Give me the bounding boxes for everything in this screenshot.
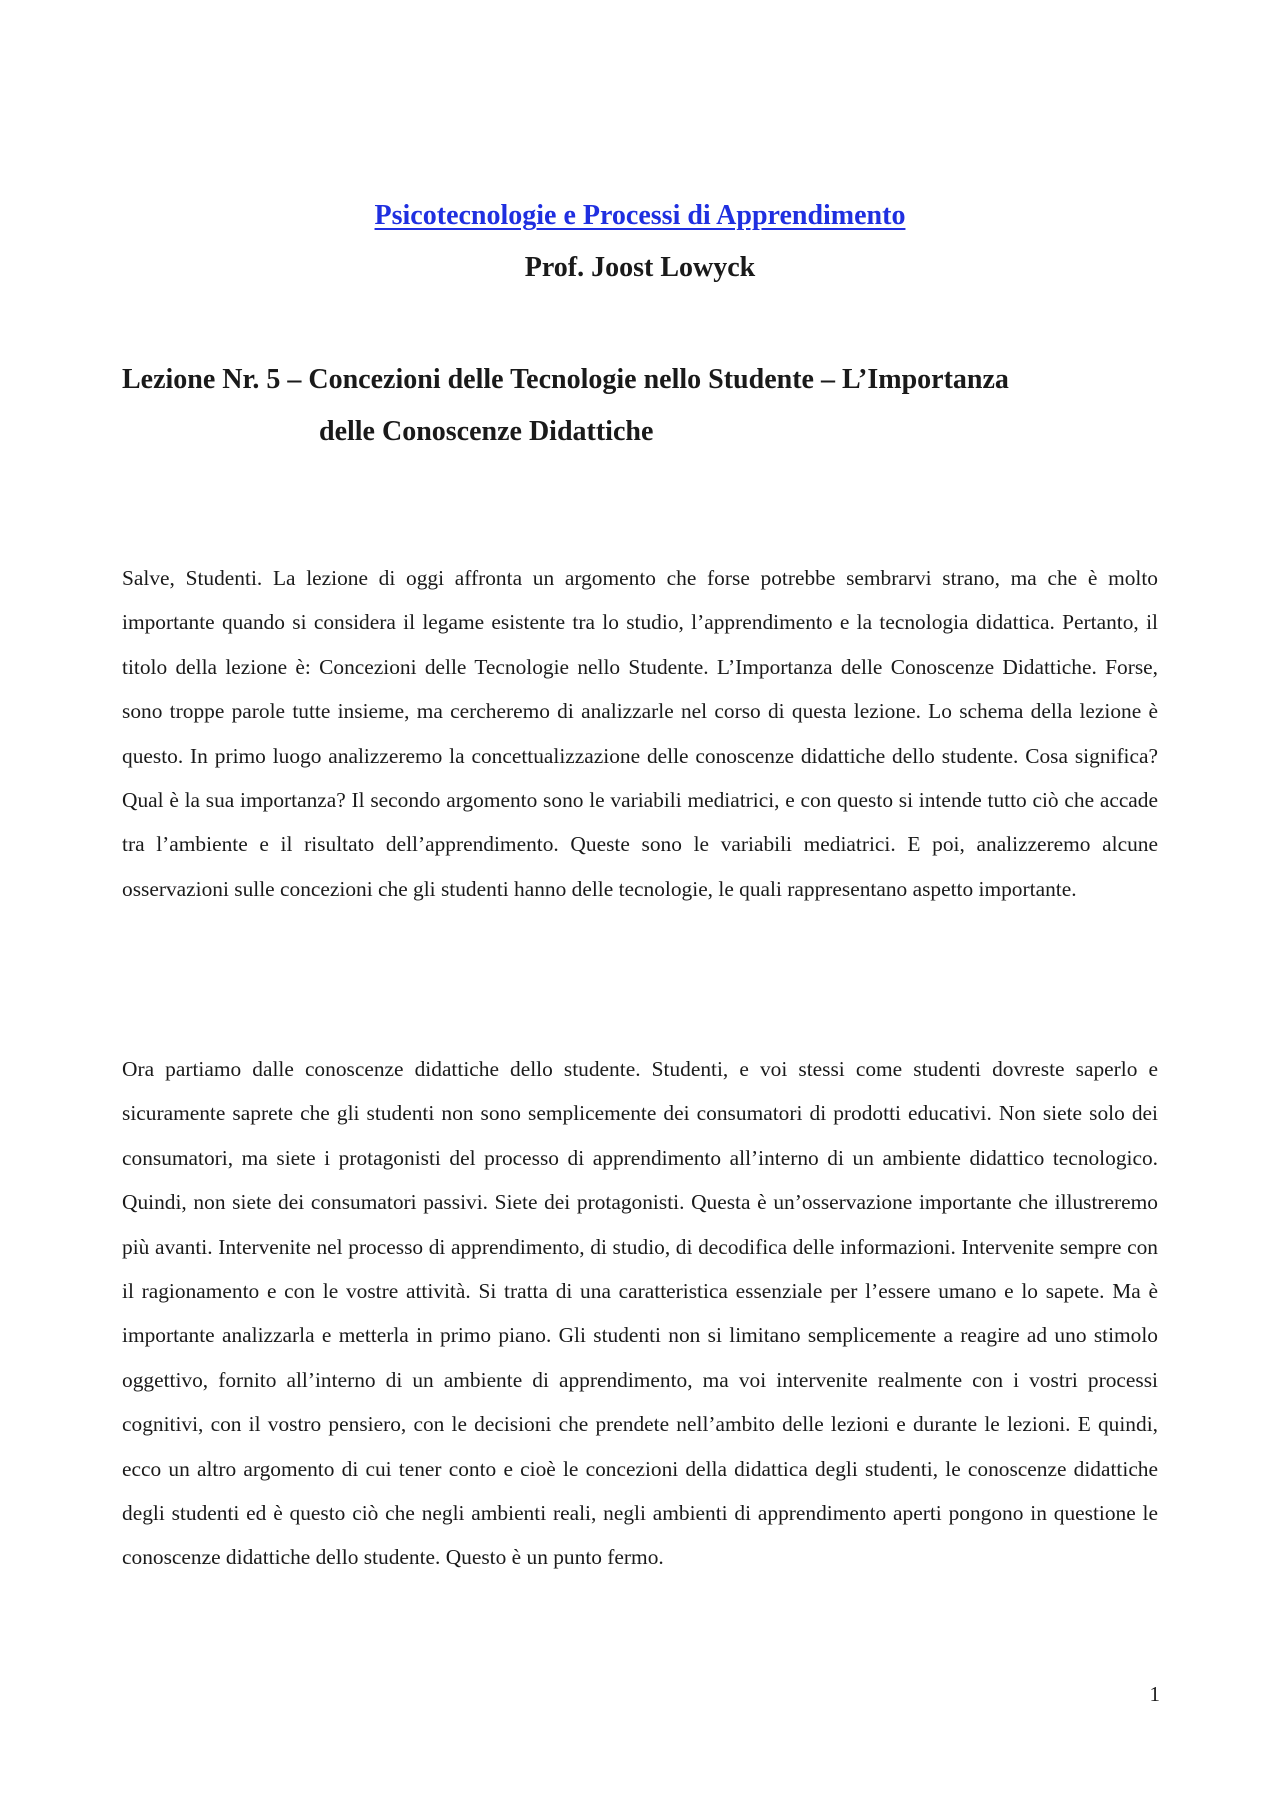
lesson-heading [122,354,1182,458]
course-title [0,198,1280,234]
lesson-heading-line-2: delle Conoscenze Didattiche [319,416,654,447]
body-paragraph-1: Salve, Studenti. La lezione di oggi affronta un argomento che forse potrebbe sembrarvi strano, ma che è molto importante quando si considera il legame esistente tra lo studio, l’apprendimento e la tecnologia didattica. Pertanto, il titolo della lezione è: Concezioni delle Tecnologie nello Studente. L’Importanza delle Conoscenze Didattiche. Forse, sono troppe parole tutte insieme, ma cercheremo di analizzarle nel corso di questa lezione. Lo schema della lezione è questo. In primo luogo analizzeremo la concettualizzazione delle conoscenze didattiche dello studente. Cosa significa? Qual è la sua importanza? Il secondo argomento sono le variabili mediatrici, e con questo si intende tutto ciò che accade tra l’ambiente e il risultato dell’apprendimento. Queste sono le variabili mediatrici. E poi, analizzeremo alcune osservazioni sulle concezioni che gli studenti hanno delle tecnologie, le quali rappresentano aspetto importante. [122,566,1158,901]
body-paragraph-2: Ora partiamo dalle conoscenze didattiche dello studente. Studenti, e voi stessi come studenti dovreste saperlo e sicuramente saprete che gli studenti non sono semplicemente dei consumatori di prodotti educativi. Non siete solo dei consumatori, ma siete i protagonisti del processo di apprendimento all’interno di un ambiente didattico tecnologico. Quindi, non siete dei consumatori passivi. Siete dei protagonisti. Questa è un’osservazione importante che illustreremo più avanti. Intervenite nel processo di apprendimento, di studio, di decodifica delle informazioni. Intervenite sempre con il ragionamento e con le vostre attività. Si tratta di una caratteristica essenziale per l’essere umano e lo sapete. Ma è importante analizzarla e metterla in primo piano. Gli studenti non si limitano semplicemente a reagire ad uno stimolo oggettivo, fornito all’interno di un ambiente di apprendimento, ma voi intervenite realmente con i vostri processi cognitivi, con il vostro pensiero, con le decisioni che prendete nell’ambito delle lezioni e durante le lezioni. E quindi, ecco un altro argomento di cui tener conto e cioè le concezioni della didattica degli studenti, le conoscenze didattiche degli studenti ed è questo ciò che negli ambienti reali, negli ambienti di apprendimento aperti pongono in questione le conoscenze didattiche dello studente. Questo è un punto fermo. [122,1057,1158,1570]
professor-name: Prof. Joost Lowyck [524,252,756,283]
course-title-link[interactable]: Psicotecnologie e Processi di Apprendimento [374,200,906,231]
page-number: 1 [1149,1682,1160,1706]
lesson-heading-line-1: Lezione Nr. 5 – Concezioni delle Tecnologie nello Studente – L’Importanza [122,364,1009,395]
